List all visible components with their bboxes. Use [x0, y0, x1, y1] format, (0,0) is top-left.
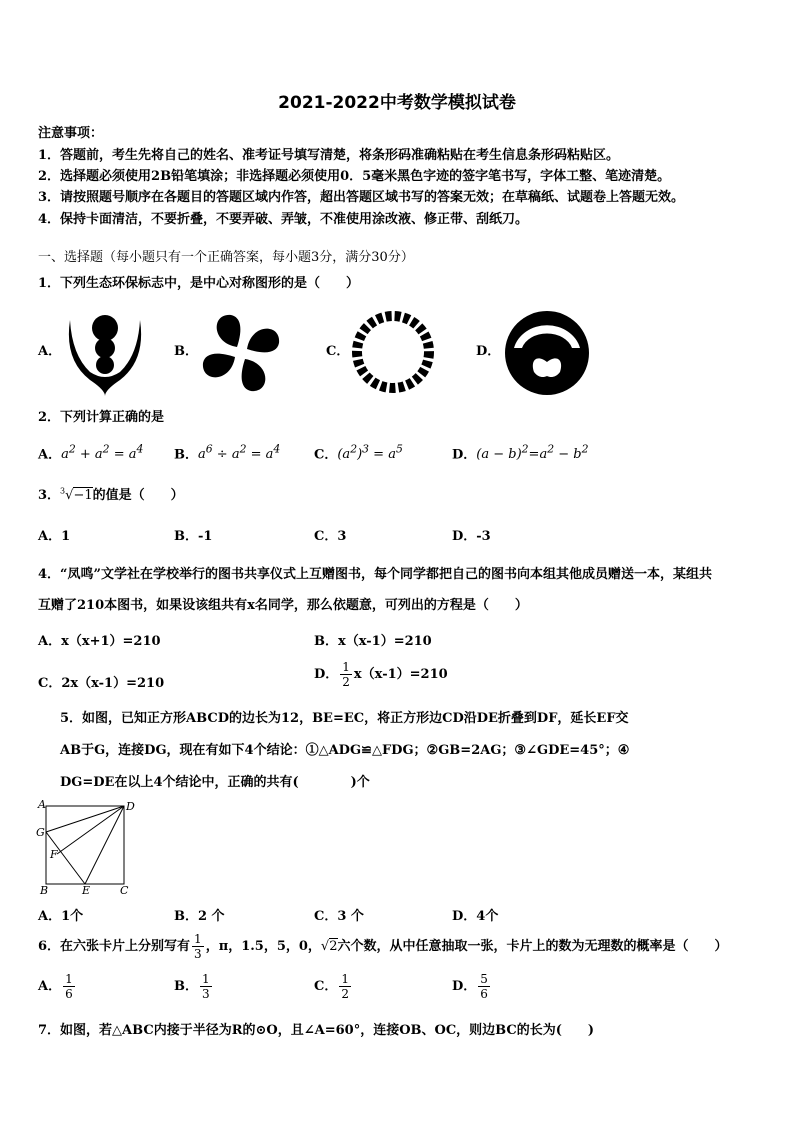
q6-fraction-den: 3	[194, 947, 202, 961]
q3-radicand: −1	[73, 488, 93, 503]
q6-option-b-label: B．	[174, 979, 198, 994]
q2-option-d: D．$(a - b)^2=a^2 - b^2$	[452, 443, 589, 463]
question-6-stem: 6．在六张卡片上分别写有 $\frac{1}{3}$ ，π，1.5，5，0，√2六个数，从中任意抽取一张，卡片上的数为无理数的概率是（ ）	[38, 932, 728, 961]
q6-option-a	[38, 972, 77, 1001]
q6-option-c-num: 1	[341, 972, 349, 986]
eco-logo-d	[502, 310, 592, 396]
q4-option-d	[314, 660, 448, 689]
q1-option-c-label: C．	[326, 344, 350, 359]
point-label-e: E	[82, 884, 91, 894]
question-5-line1: 5．如图，已知正方形ABCD的边长为12，BE=EC，将正方形边CD沿DE折叠到DF，延长EF交	[60, 711, 629, 726]
q6-option-c-den: 2	[341, 987, 349, 1001]
q4-option-c: C．2x（x-1）=210	[38, 676, 165, 691]
question-3-stem: 3．$^3$√−1的值是（ ）	[38, 486, 184, 503]
notice-item: 1．答题前，考生先将自己的姓名、准考证号填写清楚，将条形码准确粘贴在考生信息条形码粘贴区。	[38, 148, 620, 163]
q6-option-b	[174, 972, 214, 1001]
question-4-stem-line1: 4．“凤鸣”文学社在学校举行的图书共享仪式上互赠图书，每个同学都把自己的图书向本组其他成员赠送一本，某组共	[38, 567, 713, 582]
q4-fraction	[340, 660, 352, 689]
q3-option-a: A．1	[38, 529, 71, 544]
q2-option-b: B．$a^6 \div a^2 = a^4$	[174, 443, 281, 463]
q4-option-d-label: D．	[314, 667, 339, 682]
square-fold-diagram	[36, 798, 136, 894]
q2-option-b-label: B．	[174, 447, 198, 463]
notice-item: 4．保持卡面清洁，不要折叠，不要弄破、弄皱，不准使用涂改液、修正带、刮纸刀。	[38, 212, 529, 227]
q6-option-a-label: A．	[38, 979, 62, 994]
question-4-stem-line2: 互赠了210本图书，如果设该组共有x名同学，那么依题意，可列出的方程是（ ）	[38, 598, 528, 613]
q6-option-c	[314, 972, 353, 1001]
q6-option-a-num: 1	[65, 972, 73, 986]
q2-option-d-label: D．	[452, 447, 477, 463]
question-1-stem: 1．下列生态环保标志中，是中心对称图形的是（ ）	[38, 276, 360, 291]
q6-fraction-num: 1	[194, 932, 202, 946]
q6-option-b-den: 3	[202, 987, 210, 1001]
point-label-f: F	[50, 848, 58, 861]
notice-heading: 注意事项：	[38, 126, 104, 141]
question-5-line2: AB于G，连接DG，现在有如下4个结论：①△ADG≌△FDG；②GB=2AG；③∠GDE=45°；④	[60, 743, 630, 758]
q3-prefix: 3．	[38, 488, 61, 503]
q6-option-d-num: 5	[480, 972, 488, 986]
q6-middle: ，π，1.5，5，0，	[205, 939, 321, 954]
q3-suffix: 的值是（ ）	[92, 488, 184, 503]
q6-radicand: 2	[329, 939, 338, 954]
eco-logo-c	[348, 310, 438, 396]
q1-option-d-label: D．	[476, 344, 501, 359]
point-label-d: D	[126, 800, 135, 813]
q3-option-b: B．-1	[174, 529, 213, 544]
q4-fraction-num: 1	[342, 660, 350, 674]
q4-option-d-text: x（x-1）=210	[353, 667, 448, 682]
q5-option-c: C．3 个	[314, 909, 364, 924]
q4-option-a: A．x（x+1）=210	[38, 634, 161, 649]
q6-prefix: 6．在六张卡片上分别写有	[38, 939, 191, 954]
q2-option-c-label: C．	[314, 447, 338, 463]
q2-option-a-label: A．	[38, 447, 62, 463]
q4-option-b: B．x（x-1）=210	[314, 634, 432, 649]
q3-option-c: C．3	[314, 529, 347, 544]
q1-option-a-label: A．	[38, 344, 62, 359]
q6-option-c-label: C．	[314, 979, 338, 994]
q4-fraction-den: 2	[342, 675, 350, 689]
q6-suffix: 六个数，从中任意抽取一张，卡片上的数为无理数的概率是（ ）	[337, 939, 728, 954]
point-label-b: B	[40, 884, 49, 894]
eco-logo-a	[60, 310, 150, 396]
section-heading: 一、选择题（每小题只有一个正确答案，每小题3分，满分30分）	[38, 250, 414, 265]
q6-option-d	[452, 972, 492, 1001]
q5-option-a: A．1个	[38, 909, 84, 924]
point-label-c: C	[120, 884, 129, 894]
eco-logo-b	[196, 310, 286, 396]
notice-item: 3．请按照题号顺序在各题目的答题区域内作答，超出答题区域书写的答案无效；在草稿纸、试题卷上答题无效。	[38, 190, 685, 205]
q2-option-c: C．$(a^2)^3 = a^5$	[314, 443, 403, 463]
question-5-line3: DG=DE在以上4个结论中，正确的共有( )个	[60, 775, 370, 790]
point-label-a: A	[38, 798, 46, 811]
question-7-stem: 7．如图，若△ABC内接于半径为R的⊙O，且∠A=60°，连接OB、OC，则边BC的长为( )	[38, 1023, 595, 1038]
q5-option-b: B．2 个	[174, 909, 225, 924]
q6-option-b-num: 1	[202, 972, 210, 986]
q6-fraction	[192, 932, 204, 961]
q5-option-d: D．4个	[452, 909, 499, 924]
q2-option-a: A．$a^2 + a^2 = a^4$	[38, 443, 144, 463]
q6-option-d-den: 6	[480, 987, 488, 1001]
q3-option-d: D．-3	[452, 529, 491, 544]
notice-item: 2．选择题必须使用2B铅笔填涂；非选择题必须使用0．5毫米黑色字迹的签字笔书写，字体工整、笔迹清楚。	[38, 169, 671, 184]
q1-option-b-label: B．	[174, 344, 198, 359]
q6-option-a-den: 6	[65, 987, 73, 1001]
question-2-stem: 2．下列计算正确的是	[38, 410, 165, 425]
q6-option-d-label: D．	[452, 979, 477, 994]
point-label-g: G	[36, 826, 45, 839]
page-title: 2021-2022中考数学模拟试卷	[278, 93, 516, 113]
